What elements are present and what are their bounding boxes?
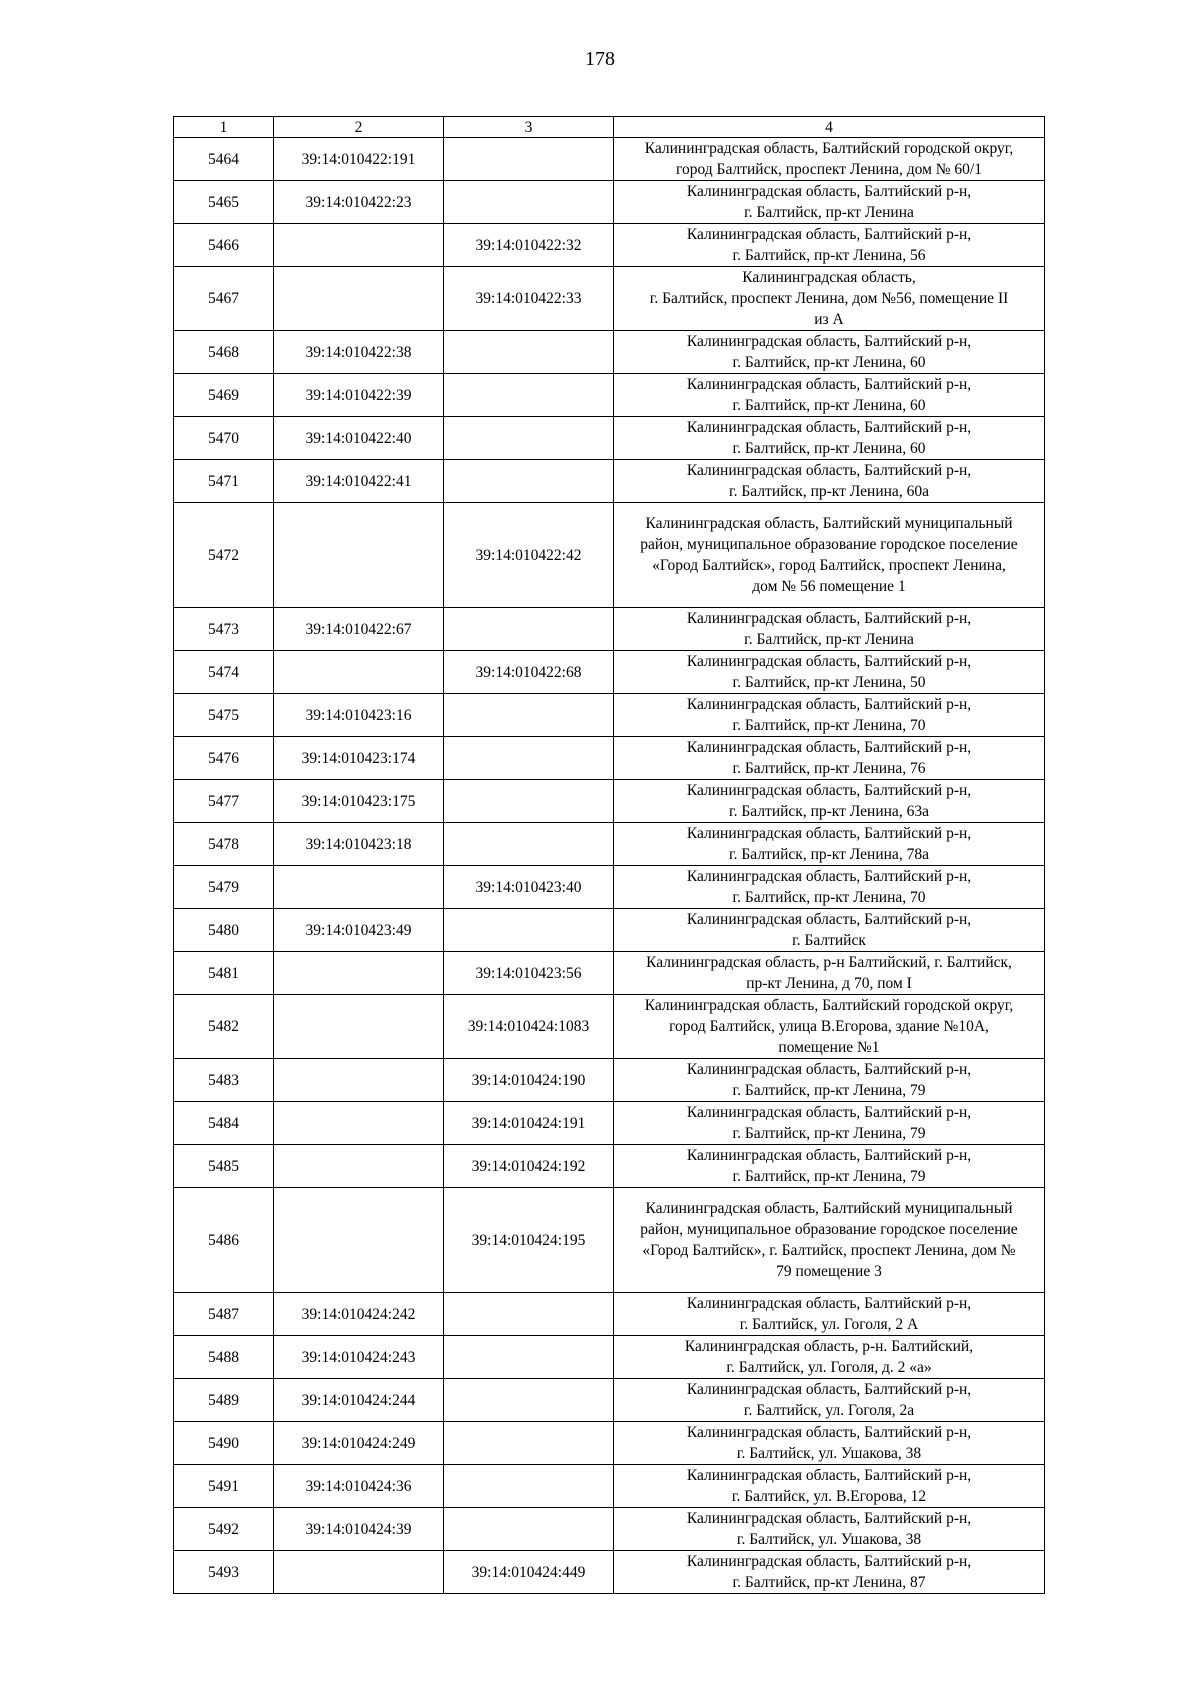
object-cadastral-number-cell: 39:14:010422:33 [444, 267, 614, 331]
address-cell: Калининградская область, Балтийский р-н, г. Балтийск, пр-кт Ленина, 79 [614, 1102, 1045, 1145]
address-cell: Калининградская область, Балтийский р-н, г. Балтийск, ул. Ушакова, 38 [614, 1422, 1045, 1465]
cadastral-number-cell: 39:14:010423:174 [274, 737, 444, 780]
address-cell: Калининградская область, Балтийский р-н, г. Балтийск, ул. В.Егорова, 12 [614, 1465, 1045, 1508]
cadastral-number-cell: 39:14:010424:249 [274, 1422, 444, 1465]
cadastral-number-cell [274, 1188, 444, 1293]
object-cadastral-number-cell: 39:14:010423:56 [444, 952, 614, 995]
table-row [174, 1059, 1045, 1102]
cadastral-number-cell: 39:14:010424:244 [274, 1379, 444, 1422]
row-number-cell: 5472 [174, 503, 274, 608]
object-cadastral-number-cell: 39:14:010424:190 [444, 1059, 614, 1102]
table-row [174, 503, 1045, 608]
table-row [174, 181, 1045, 224]
table-row [174, 1465, 1045, 1508]
object-cadastral-number-cell [444, 417, 614, 460]
table-row [174, 1379, 1045, 1422]
header-row [174, 117, 1045, 138]
address-cell: Калининградская область, г. Балтийск, проспект Ленина, дом №56, помещение II из А [614, 267, 1045, 331]
row-number-cell: 5490 [174, 1422, 274, 1465]
object-cadastral-number-cell [444, 1465, 614, 1508]
row-number-cell: 5465 [174, 181, 274, 224]
table-row [174, 694, 1045, 737]
address-cell: Калининградская область, Балтийский р-н, г. Балтийск, пр-кт Ленина, 60 [614, 331, 1045, 374]
table-body [174, 138, 1045, 1594]
row-number-cell: 5466 [174, 224, 274, 267]
table-row [174, 995, 1045, 1059]
address-cell: Калининградская область, Балтийский муниципальный район, муниципальное образование городское поселение «Город Балтийск», г. Балтийск, проспект Ленина, дом № 79 помещение 3 [614, 1188, 1045, 1293]
table-row [174, 1422, 1045, 1465]
cadastral-number-cell [274, 267, 444, 331]
cadastral-number-cell [274, 651, 444, 694]
cadastral-number-cell: 39:14:010422:191 [274, 138, 444, 181]
object-cadastral-number-cell: 39:14:010422:68 [444, 651, 614, 694]
object-cadastral-number-cell: 39:14:010424:449 [444, 1551, 614, 1594]
object-cadastral-number-cell [444, 1422, 614, 1465]
row-number-cell: 5484 [174, 1102, 274, 1145]
row-number-cell: 5483 [174, 1059, 274, 1102]
cadastral-number-cell [274, 995, 444, 1059]
table-row [174, 737, 1045, 780]
cadastral-number-cell [274, 1551, 444, 1594]
table-row [174, 1188, 1045, 1293]
object-cadastral-number-cell [444, 1336, 614, 1379]
table-row [174, 331, 1045, 374]
table-row [174, 780, 1045, 823]
row-number-cell: 5468 [174, 331, 274, 374]
cadastral-number-cell: 39:14:010422:40 [274, 417, 444, 460]
row-number-cell: 5481 [174, 952, 274, 995]
property-registry-table [173, 116, 1045, 1594]
address-cell: Калининградская область, Балтийский р-н, г. Балтийск, пр-кт Ленина [614, 608, 1045, 651]
table-row [174, 909, 1045, 952]
object-cadastral-number-cell: 39:14:010424:1083 [444, 995, 614, 1059]
cadastral-number-cell [274, 1145, 444, 1188]
object-cadastral-number-cell: 39:14:010422:32 [444, 224, 614, 267]
address-cell: Калининградская область, Балтийский р-н, г. Балтийск, ул. Ушакова, 38 [614, 1508, 1045, 1551]
object-cadastral-number-cell [444, 1508, 614, 1551]
column-header-3: 3 [444, 117, 614, 138]
object-cadastral-number-cell [444, 460, 614, 503]
address-cell: Калининградская область, Балтийский р-н, г. Балтийск, пр-кт Ленина, 50 [614, 651, 1045, 694]
address-cell: Калининградская область, Балтийский р-н, г. Балтийск, ул. Гоголя, 2 А [614, 1293, 1045, 1336]
row-number-cell: 5476 [174, 737, 274, 780]
cadastral-number-cell: 39:14:010422:38 [274, 331, 444, 374]
cadastral-number-cell: 39:14:010424:39 [274, 1508, 444, 1551]
page-number: 178 [585, 48, 615, 70]
object-cadastral-number-cell [444, 331, 614, 374]
address-cell: Калининградская область, Балтийский р-н, г. Балтийск, пр-кт Ленина, 76 [614, 737, 1045, 780]
table-row [174, 1551, 1045, 1594]
row-number-cell: 5482 [174, 995, 274, 1059]
address-cell: Калининградская область, Балтийский р-н, г. Балтийск, пр-кт Ленина, 79 [614, 1059, 1045, 1102]
row-number-cell: 5479 [174, 866, 274, 909]
address-cell: Калининградская область, Балтийский р-н, г. Балтийск, пр-кт Ленина, 78а [614, 823, 1045, 866]
object-cadastral-number-cell: 39:14:010423:40 [444, 866, 614, 909]
table-row [174, 224, 1045, 267]
row-number-cell: 5474 [174, 651, 274, 694]
row-number-cell: 5487 [174, 1293, 274, 1336]
address-cell: Калининградская область, Балтийский р-н, г. Балтийск, пр-кт Ленина, 56 [614, 224, 1045, 267]
table-row [174, 952, 1045, 995]
table-row [174, 866, 1045, 909]
cadastral-number-cell: 39:14:010424:243 [274, 1336, 444, 1379]
cadastral-number-cell: 39:14:010423:18 [274, 823, 444, 866]
column-header-2: 2 [274, 117, 444, 138]
cadastral-number-cell [274, 1059, 444, 1102]
object-cadastral-number-cell [444, 1293, 614, 1336]
row-number-cell: 5469 [174, 374, 274, 417]
address-cell: Калининградская область, Балтийский р-н, г. Балтийск, пр-кт Ленина, 87 [614, 1551, 1045, 1594]
cadastral-number-cell [274, 866, 444, 909]
object-cadastral-number-cell [444, 823, 614, 866]
row-number-cell: 5488 [174, 1336, 274, 1379]
address-cell: Калининградская область, Балтийский р-н, г. Балтийск, пр-кт Ленина [614, 181, 1045, 224]
address-cell: Калининградская область, Балтийский р-н, г. Балтийск, ул. Гоголя, 2а [614, 1379, 1045, 1422]
row-number-cell: 5464 [174, 138, 274, 181]
object-cadastral-number-cell: 39:14:010424:191 [444, 1102, 614, 1145]
address-cell: Калининградская область, Балтийский р-н, г. Балтийск, пр-кт Ленина, 60 [614, 417, 1045, 460]
object-cadastral-number-cell: 39:14:010424:195 [444, 1188, 614, 1293]
column-header-4: 4 [614, 117, 1045, 138]
cadastral-number-cell [274, 224, 444, 267]
address-cell: Калининградская область, Балтийский р-н, г. Балтийск, пр-кт Ленина, 63а [614, 780, 1045, 823]
row-number-cell: 5493 [174, 1551, 274, 1594]
address-cell: Калининградская область, Балтийский городской округ, город Балтийск, проспект Ленина, дом № 60/1 [614, 138, 1045, 181]
table-row [174, 1508, 1045, 1551]
row-number-cell: 5478 [174, 823, 274, 866]
address-cell: Калининградская область, Балтийский р-н, г. Балтийск, пр-кт Ленина, 60 [614, 374, 1045, 417]
table-row [174, 138, 1045, 181]
object-cadastral-number-cell [444, 737, 614, 780]
table-row [174, 651, 1045, 694]
address-cell: Калининградская область, Балтийский р-н, г. Балтийск [614, 909, 1045, 952]
table-row [174, 267, 1045, 331]
row-number-cell: 5480 [174, 909, 274, 952]
address-cell: Калининградская область, Балтийский р-н, г. Балтийск, пр-кт Ленина, 70 [614, 694, 1045, 737]
cadastral-number-cell: 39:14:010423:49 [274, 909, 444, 952]
table-row [174, 1336, 1045, 1379]
cadastral-number-cell: 39:14:010423:175 [274, 780, 444, 823]
cadastral-number-cell: 39:14:010422:67 [274, 608, 444, 651]
address-cell: Калининградская область, Балтийский р-н, г. Балтийск, пр-кт Ленина, 79 [614, 1145, 1045, 1188]
row-number-cell: 5477 [174, 780, 274, 823]
address-cell: Калининградская область, Балтийский муниципальный район, муниципальное образование городское поселение «Город Балтийск», город Балтийск, проспект Ленина, дом № 56 помещение 1 [614, 503, 1045, 608]
cadastral-number-cell: 39:14:010424:242 [274, 1293, 444, 1336]
table-row [174, 608, 1045, 651]
row-number-cell: 5467 [174, 267, 274, 331]
table-row [174, 460, 1045, 503]
object-cadastral-number-cell [444, 694, 614, 737]
row-number-cell: 5486 [174, 1188, 274, 1293]
address-cell: Калининградская область, Балтийский р-н, г. Балтийск, пр-кт Ленина, 70 [614, 866, 1045, 909]
row-number-cell: 5492 [174, 1508, 274, 1551]
row-number-cell: 5485 [174, 1145, 274, 1188]
cadastral-number-cell [274, 503, 444, 608]
cadastral-number-cell [274, 952, 444, 995]
cadastral-number-cell: 39:14:010424:36 [274, 1465, 444, 1508]
table-row [174, 823, 1045, 866]
address-cell: Калининградская область, р-н Балтийский, г. Балтийск, пр-кт Ленина, д 70, пом I [614, 952, 1045, 995]
address-cell: Калининградская область, Балтийский городской округ, город Балтийск, улица В.Егорова, здание №10А, помещение №1 [614, 995, 1045, 1059]
table-row [174, 1102, 1045, 1145]
cadastral-number-cell: 39:14:010422:41 [274, 460, 444, 503]
table-row [174, 1145, 1045, 1188]
address-cell: Калининградская область, Балтийский р-н, г. Балтийск, пр-кт Ленина, 60а [614, 460, 1045, 503]
table-row [174, 374, 1045, 417]
table-row [174, 417, 1045, 460]
column-header-1: 1 [174, 117, 274, 138]
object-cadastral-number-cell [444, 1379, 614, 1422]
object-cadastral-number-cell [444, 181, 614, 224]
object-cadastral-number-cell [444, 138, 614, 181]
row-number-cell: 5491 [174, 1465, 274, 1508]
cadastral-number-cell: 39:14:010422:23 [274, 181, 444, 224]
cadastral-number-cell [274, 1102, 444, 1145]
object-cadastral-number-cell: 39:14:010422:42 [444, 503, 614, 608]
object-cadastral-number-cell [444, 909, 614, 952]
cadastral-number-cell: 39:14:010422:39 [274, 374, 444, 417]
row-number-cell: 5470 [174, 417, 274, 460]
row-number-cell: 5471 [174, 460, 274, 503]
row-number-cell: 5475 [174, 694, 274, 737]
table-row [174, 1293, 1045, 1336]
object-cadastral-number-cell [444, 374, 614, 417]
cadastral-number-cell: 39:14:010423:16 [274, 694, 444, 737]
address-cell: Калининградская область, р-н. Балтийский, г. Балтийск, ул. Гоголя, д. 2 «а» [614, 1336, 1045, 1379]
row-number-cell: 5489 [174, 1379, 274, 1422]
object-cadastral-number-cell: 39:14:010424:192 [444, 1145, 614, 1188]
row-number-cell: 5473 [174, 608, 274, 651]
object-cadastral-number-cell [444, 780, 614, 823]
object-cadastral-number-cell [444, 608, 614, 651]
